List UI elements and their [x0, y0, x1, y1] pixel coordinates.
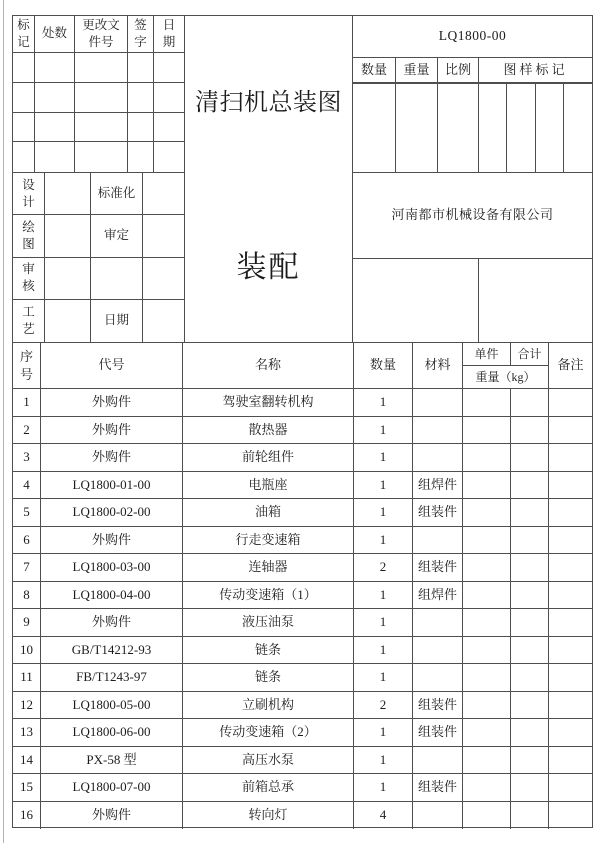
revision-empty-cell [154, 142, 184, 172]
revision-empty-cell [154, 113, 184, 143]
bom-cell-qty: 1 [354, 637, 413, 665]
bom-cell-unit-weight [463, 692, 511, 720]
bom-cell-code: 外购件 [41, 444, 183, 472]
bom-cell-material [413, 664, 463, 692]
bom-cell-unit-weight [463, 527, 511, 555]
bom-cell-code: FB/T1243-97 [41, 664, 183, 692]
approval-label-drafting: 绘图 [13, 215, 45, 257]
bom-cell-qty: 1 [354, 444, 413, 472]
approval-empty-cell [143, 215, 184, 257]
revision-empty-cell [35, 113, 75, 143]
bom-cell-remark [549, 582, 592, 610]
spec-scale-cell [438, 84, 479, 172]
bom-cell-name: 液压油泵 [183, 609, 354, 637]
revision-empty-cell [35, 53, 75, 83]
bom-cell-unit-weight [463, 774, 511, 802]
bom-cell-material [413, 609, 463, 637]
bom-cell-qty: 1 [354, 719, 413, 747]
bom-cell-material: 组装件 [413, 692, 463, 720]
company-box [352, 172, 593, 259]
bom-cell-material: 组装件 [413, 499, 463, 527]
bom-cell-unit-weight [463, 499, 511, 527]
revision-empty-cell [75, 83, 128, 113]
approval-empty-cell [143, 173, 184, 215]
bom-cell-total-weight [511, 637, 549, 665]
bom-cell-unit-weight [463, 637, 511, 665]
bom-cell-no: 1 [13, 389, 41, 417]
bom-cell-total-weight [511, 719, 549, 747]
bom-header-unit: 单件 [463, 343, 511, 366]
spec-mark-cell [507, 84, 535, 172]
bom-cell-total-weight [511, 664, 549, 692]
bom-cell-total-weight [511, 802, 549, 830]
bom-cell-total-weight [511, 609, 549, 637]
spec-header [352, 57, 593, 84]
bom-cell-remark [549, 609, 592, 637]
revision-empty-cell [154, 53, 184, 83]
revision-empty-cell [13, 53, 35, 83]
spec-mark-cell [536, 84, 564, 172]
bom-cell-remark [549, 417, 592, 445]
bom-cell-total-weight [511, 774, 549, 802]
revision-header-doc-no: 更改文件号 [75, 16, 128, 53]
bom-cell-material [413, 389, 463, 417]
approval-empty-cell [45, 215, 91, 257]
bom-cell-remark [549, 637, 592, 665]
bom-cell-no: 16 [13, 802, 41, 830]
bom-cell-total-weight [511, 692, 549, 720]
bom-cell-qty: 1 [354, 417, 413, 445]
bom-cell-qty: 1 [354, 472, 413, 500]
bom-cell-code: 外购件 [41, 417, 183, 445]
bom-cell-total-weight [511, 389, 549, 417]
drawing-title: 清扫机总装图 [195, 90, 342, 116]
bom-cell-material [413, 637, 463, 665]
bom-cell-qty: 2 [354, 554, 413, 582]
bom-cell-material: 组装件 [413, 719, 463, 747]
bom-cell-code: 外购件 [41, 527, 183, 555]
bom-cell-unit-weight [463, 444, 511, 472]
spec-weight-cell [396, 84, 438, 172]
bom-cell-total-weight [511, 554, 549, 582]
bom-cell-qty: 1 [354, 747, 413, 775]
bom-cell-no: 7 [13, 554, 41, 582]
approval-empty-cell [143, 300, 184, 342]
bom-header-name: 名称 [183, 343, 354, 389]
bom-cell-material: 组焊件 [413, 472, 463, 500]
spec-header-weight: 重量 [396, 58, 438, 83]
extra-cells [352, 258, 593, 343]
bom-cell-name: 传动变速箱（1） [183, 582, 354, 610]
bom-table [12, 342, 593, 828]
bom-cell-qty: 2 [354, 692, 413, 720]
bom-cell-unit-weight [463, 554, 511, 582]
bom-cell-no: 2 [13, 417, 41, 445]
bom-cell-qty: 1 [354, 664, 413, 692]
bom-cell-name: 散热器 [183, 417, 354, 445]
spec-header-drawing-mark: 图样标记 [479, 58, 592, 83]
bom-cell-unit-weight [463, 582, 511, 610]
bom-cell-no: 11 [13, 664, 41, 692]
bom-header-remark: 备注 [549, 343, 592, 389]
bom-cell-remark [549, 389, 592, 417]
bom-cell-name: 转向灯 [183, 802, 354, 830]
bom-cell-no: 5 [13, 499, 41, 527]
bom-cell-remark [549, 692, 592, 720]
approval-label-standardization: 标准化 [91, 173, 143, 215]
approval-empty-cell [143, 258, 184, 300]
revision-empty-cell [128, 53, 154, 83]
approval-table [12, 172, 185, 343]
bom-cell-name: 高压水泵 [183, 747, 354, 775]
bom-cell-name: 油箱 [183, 499, 354, 527]
approval-label-approve: 审定 [91, 215, 143, 257]
approval-empty-cell [45, 300, 91, 342]
bom-cell-unit-weight [463, 719, 511, 747]
revision-header-count: 处数 [35, 16, 75, 53]
revision-header-mark: 标记 [13, 16, 35, 53]
bom-cell-qty: 4 [354, 802, 413, 830]
bom-cell-remark [549, 774, 592, 802]
bom-cell-name: 行走变速箱 [183, 527, 354, 555]
bom-cell-unit-weight [463, 472, 511, 500]
spec-cells [352, 83, 593, 173]
bom-cell-material [413, 747, 463, 775]
bom-cell-qty: 1 [354, 774, 413, 802]
drawing-number: LQ1800-00 [438, 28, 507, 44]
drawing-type-label: 装配 [236, 251, 301, 284]
bom-cell-no: 13 [13, 719, 41, 747]
bom-cell-name: 链条 [183, 637, 354, 665]
title-block [12, 15, 593, 828]
extra-empty-cell [353, 259, 479, 342]
sheet-frame-line [3, 0, 4, 843]
bom-cell-no: 6 [13, 527, 41, 555]
bom-cell-remark [549, 499, 592, 527]
bom-cell-name: 驾驶室翻转机构 [183, 389, 354, 417]
bom-cell-code: 外购件 [41, 802, 183, 830]
bom-cell-code: LQ1800-03-00 [41, 554, 183, 582]
bom-cell-material [413, 527, 463, 555]
bom-cell-total-weight [511, 527, 549, 555]
revision-header-sign: 签字 [128, 16, 154, 53]
title-area [184, 15, 353, 343]
company-name: 河南都市机械设备有限公司 [391, 207, 554, 223]
bom-header-no: 序号 [13, 343, 41, 389]
bom-cell-code: GB/T14212-93 [41, 637, 183, 665]
bom-cell-remark [549, 664, 592, 692]
spec-mark-cell [564, 84, 592, 172]
bom-cell-remark [549, 527, 592, 555]
revision-empty-cell [35, 83, 75, 113]
revision-empty-cell [13, 83, 35, 113]
drawing-number-box [352, 15, 593, 58]
bom-cell-remark [549, 554, 592, 582]
spec-header-qty: 数量 [353, 58, 396, 83]
bom-cell-material: 组装件 [413, 774, 463, 802]
bom-header-total: 合计 [511, 343, 549, 366]
bom-cell-material: 组装件 [413, 554, 463, 582]
bom-cell-remark [549, 444, 592, 472]
bom-cell-unit-weight [463, 609, 511, 637]
bom-cell-total-weight [511, 444, 549, 472]
spec-mark-cell [479, 84, 507, 172]
spec-qty-cell [353, 84, 396, 172]
bom-cell-name: 前箱总承 [183, 774, 354, 802]
spec-header-scale: 比例 [438, 58, 479, 83]
revision-empty-cell [128, 83, 154, 113]
bom-header-qty: 数量 [354, 343, 413, 389]
bom-cell-code: LQ1800-05-00 [41, 692, 183, 720]
revision-empty-cell [128, 113, 154, 143]
approval-label-review: 审核 [13, 258, 45, 300]
bom-cell-code: 外购件 [41, 609, 183, 637]
bom-cell-qty: 1 [354, 499, 413, 527]
extra-empty-cell [479, 259, 592, 342]
bom-header [13, 343, 592, 389]
revision-empty-cell [35, 142, 75, 172]
bom-cell-qty: 1 [354, 609, 413, 637]
approval-label-design: 设计 [13, 173, 45, 215]
revision-empty-cell [13, 142, 35, 172]
bom-cell-name: 立刷机构 [183, 692, 354, 720]
bom-cell-code: 外购件 [41, 389, 183, 417]
bom-cell-code: LQ1800-07-00 [41, 774, 183, 802]
bom-cell-remark [549, 747, 592, 775]
bom-cell-qty: 1 [354, 389, 413, 417]
revision-empty-cell [75, 113, 128, 143]
bom-cell-code: LQ1800-02-00 [41, 499, 183, 527]
bom-cell-no: 9 [13, 609, 41, 637]
bom-cell-code: LQ1800-01-00 [41, 472, 183, 500]
bom-cell-total-weight [511, 499, 549, 527]
bom-cell-unit-weight [463, 664, 511, 692]
bom-cell-unit-weight [463, 802, 511, 830]
bom-cell-material [413, 417, 463, 445]
revision-empty-cell [75, 142, 128, 172]
bom-header-material: 材料 [413, 343, 463, 389]
bom-cell-unit-weight [463, 417, 511, 445]
bom-cell-no: 4 [13, 472, 41, 500]
bom-cell-qty: 1 [354, 527, 413, 555]
bom-cell-name: 连轴器 [183, 554, 354, 582]
bom-cell-name: 电瓶座 [183, 472, 354, 500]
bom-header-weight: 重量（kg） [463, 366, 549, 389]
bom-cell-no: 10 [13, 637, 41, 665]
approval-empty-cell [45, 173, 91, 215]
bom-cell-total-weight [511, 582, 549, 610]
bom-cell-name: 链条 [183, 664, 354, 692]
bom-cell-no: 15 [13, 774, 41, 802]
approval-empty-cell [91, 258, 143, 300]
bom-cell-qty: 1 [354, 582, 413, 610]
bom-cell-name: 传动变速箱（2） [183, 719, 354, 747]
revision-empty-cell [13, 113, 35, 143]
bom-cell-remark [549, 719, 592, 747]
approval-empty-cell [45, 258, 91, 300]
bom-cell-code: PX-58 型 [41, 747, 183, 775]
revision-empty-cell [154, 83, 184, 113]
bom-cell-material: 组焊件 [413, 582, 463, 610]
bom-cell-total-weight [511, 417, 549, 445]
bom-cell-no: 12 [13, 692, 41, 720]
bom-cell-total-weight [511, 747, 549, 775]
bom-body [13, 389, 592, 829]
bom-cell-material [413, 802, 463, 830]
bom-cell-code: LQ1800-04-00 [41, 582, 183, 610]
bom-cell-total-weight [511, 472, 549, 500]
bom-cell-unit-weight [463, 389, 511, 417]
bom-cell-code: LQ1800-06-00 [41, 719, 183, 747]
bom-cell-remark [549, 472, 592, 500]
bom-cell-no: 14 [13, 747, 41, 775]
revision-table [12, 15, 185, 173]
approval-label-date: 日期 [91, 300, 143, 342]
bom-cell-remark [549, 802, 592, 830]
bom-cell-material [413, 444, 463, 472]
revision-empty-cell [128, 142, 154, 172]
bom-header-code: 代号 [41, 343, 183, 389]
revision-header-date: 日期 [154, 16, 184, 53]
revision-empty-cell [75, 53, 128, 83]
bom-cell-no: 8 [13, 582, 41, 610]
approval-label-process: 工艺 [13, 300, 45, 342]
bom-cell-no: 3 [13, 444, 41, 472]
bom-cell-name: 前轮组件 [183, 444, 354, 472]
bom-cell-unit-weight [463, 747, 511, 775]
